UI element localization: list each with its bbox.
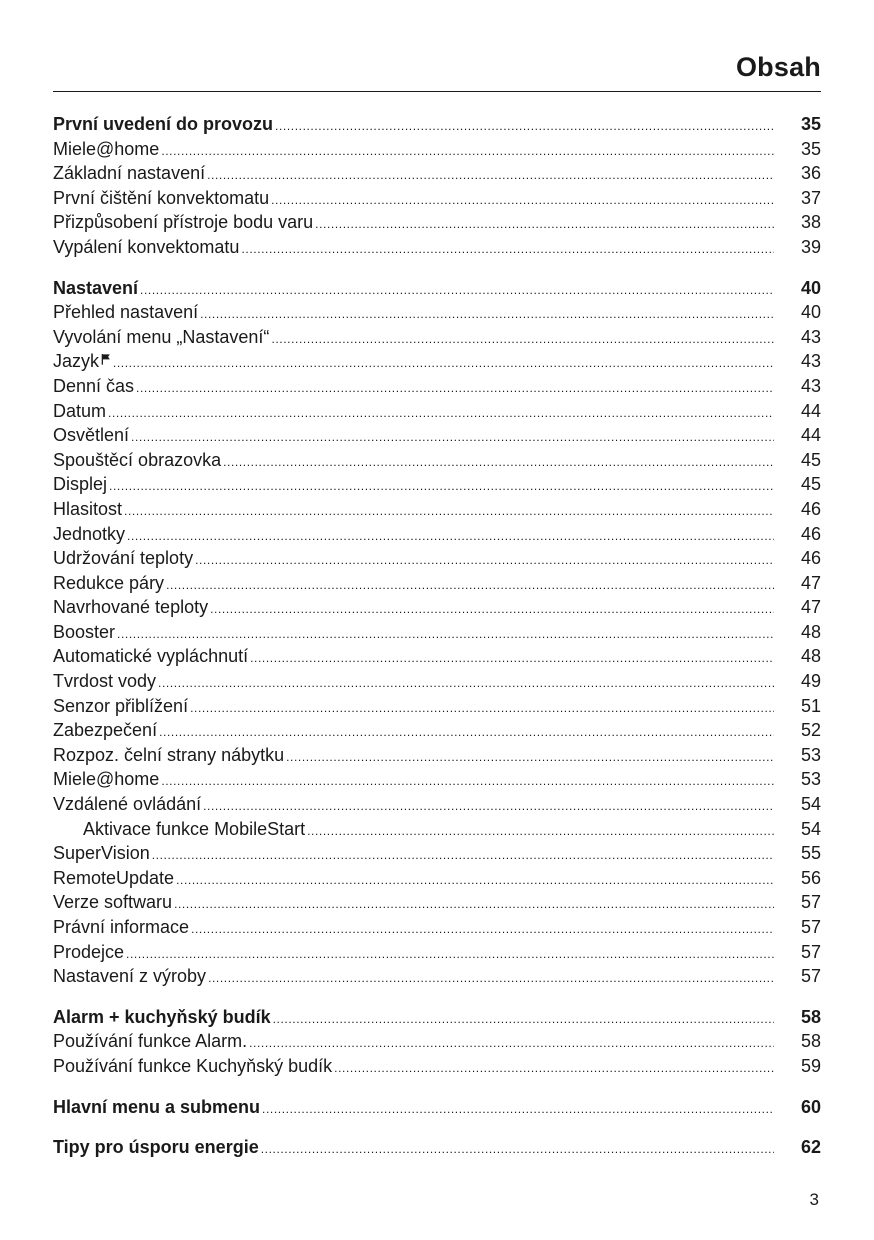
toc-entry-label: První čištění konvektomatu xyxy=(53,187,270,208)
toc-entry-page: 62 xyxy=(800,1137,821,1158)
dot-leader xyxy=(210,602,774,616)
dot-leader xyxy=(271,193,774,207)
toc-entry-page: 35 xyxy=(800,138,821,159)
toc-entry-page: 51 xyxy=(800,695,821,716)
dot-leader xyxy=(126,947,774,961)
toc-entry-page: 57 xyxy=(800,892,821,913)
flag-icon xyxy=(101,351,111,367)
toc-entry[interactable] xyxy=(53,327,821,352)
toc-entry[interactable] xyxy=(53,376,821,401)
toc-entry-page: 54 xyxy=(800,794,821,815)
toc-entry[interactable] xyxy=(53,188,821,213)
toc-entry-label: Verze softwaru xyxy=(53,892,173,913)
toc-entry-page: 47 xyxy=(800,597,821,618)
dot-leader xyxy=(334,1061,774,1075)
title-divider xyxy=(53,91,821,92)
toc-heading-entry[interactable] xyxy=(53,114,821,139)
toc-entry[interactable] xyxy=(53,794,821,819)
toc-entry[interactable] xyxy=(53,720,821,745)
toc-entry-page: 59 xyxy=(800,1055,821,1076)
toc-entry-label: Alarm + kuchyňský budík xyxy=(53,1006,271,1027)
toc-entry[interactable] xyxy=(53,942,821,967)
dot-leader xyxy=(208,971,774,985)
toc-entry[interactable] xyxy=(53,474,821,499)
toc-entry-label: Automatické vypláchnutí xyxy=(53,646,249,667)
dot-leader xyxy=(273,1012,774,1026)
toc-heading-entry[interactable] xyxy=(53,1097,821,1122)
toc-entry-label: Osvětlení xyxy=(53,425,130,446)
toc-entry-page: 37 xyxy=(800,187,821,208)
toc-entry[interactable] xyxy=(53,1031,821,1056)
dot-leader xyxy=(166,578,774,592)
toc-entry-page: 36 xyxy=(800,163,821,184)
toc-entry-page: 57 xyxy=(800,941,821,962)
toc-entry[interactable] xyxy=(53,843,821,868)
toc-entry-page: 57 xyxy=(800,966,821,987)
toc-entry-label: Jazyk xyxy=(53,351,100,372)
dot-leader xyxy=(127,529,774,543)
toc-entry-label: První uvedení do provozu xyxy=(53,114,274,134)
toc-entry-page: 54 xyxy=(800,818,821,839)
toc-entry-page: 47 xyxy=(800,572,821,593)
toc-entry-page: 44 xyxy=(800,400,821,421)
toc-entry[interactable] xyxy=(53,401,821,426)
toc-entry-label: Nastavení z výroby xyxy=(53,966,207,987)
toc-entry[interactable] xyxy=(53,892,821,917)
toc-entry-page: 53 xyxy=(800,744,821,765)
toc-entry-label: Senzor přiblížení xyxy=(53,695,189,716)
toc-entry-page: 49 xyxy=(800,671,821,692)
toc-entry[interactable] xyxy=(53,696,821,721)
toc-entry-page: 46 xyxy=(800,498,821,519)
table-of-contents xyxy=(53,114,821,1162)
toc-entry-label: Právní informace xyxy=(53,917,190,937)
dot-leader xyxy=(195,553,774,567)
toc-entry[interactable] xyxy=(53,917,821,942)
toc-entry[interactable] xyxy=(53,597,821,622)
page-title: Obsah xyxy=(735,52,821,82)
dot-leader xyxy=(174,897,774,911)
toc-entry-page: 56 xyxy=(800,867,821,888)
dot-leader xyxy=(140,283,774,297)
toc-entry-label: Miele@home xyxy=(53,769,160,790)
toc-entry[interactable] xyxy=(53,139,821,164)
toc-entry[interactable] xyxy=(53,745,821,770)
toc-entry[interactable] xyxy=(53,302,821,327)
toc-entry-page: 44 xyxy=(800,425,821,446)
dot-leader xyxy=(109,479,774,493)
dot-leader xyxy=(136,381,774,395)
toc-entry-label: Jednotky xyxy=(53,523,126,544)
toc-entry-page: 58 xyxy=(800,1006,821,1027)
toc-entry[interactable] xyxy=(53,450,821,475)
toc-entry-label: Spouštěcí obrazovka xyxy=(53,449,222,470)
toc-entry[interactable] xyxy=(53,212,821,237)
dot-leader xyxy=(241,242,774,256)
dot-leader xyxy=(176,873,774,887)
toc-entry-page: 35 xyxy=(800,114,821,134)
dot-leader xyxy=(250,651,774,665)
toc-entry[interactable] xyxy=(53,646,821,671)
toc-entry-label: Udržování teploty xyxy=(53,548,194,569)
toc-entry-label: Displej xyxy=(53,474,108,495)
toc-entry-label: Vzdálené ovládání xyxy=(53,794,202,815)
toc-entry-page: 48 xyxy=(800,621,821,642)
toc-entry-label: Používání funkce Alarm. xyxy=(53,1031,248,1052)
dot-leader xyxy=(275,119,774,133)
dot-leader xyxy=(161,144,774,158)
dot-leader xyxy=(261,1142,774,1156)
toc-entry[interactable] xyxy=(53,499,821,524)
toc-entry-label: Hlavní menu a submenu xyxy=(53,1096,261,1117)
dot-leader xyxy=(203,799,774,813)
toc-entry[interactable] xyxy=(53,1056,821,1081)
toc-entry-page: 52 xyxy=(800,720,821,741)
dot-leader xyxy=(158,676,774,690)
toc-entry[interactable] xyxy=(53,966,821,991)
toc-entry-label: Zabezpečení xyxy=(53,720,158,741)
toc-entry-page: 43 xyxy=(800,326,821,347)
toc-entry-label: Tvrdost vody xyxy=(53,671,157,692)
toc-entry-page: 39 xyxy=(800,236,821,257)
toc-entry[interactable] xyxy=(53,163,821,188)
toc-entry-label: Nastavení xyxy=(53,277,139,298)
toc-entry[interactable] xyxy=(53,548,821,573)
dot-leader xyxy=(286,750,774,764)
toc-entry-label: Prodejce xyxy=(53,941,125,962)
toc-entry-label: Používání funkce Kuchyňský budík xyxy=(53,1055,333,1076)
dot-leader xyxy=(223,455,774,469)
toc-entry-label: Denní čas xyxy=(53,375,135,396)
toc-entry[interactable] xyxy=(53,524,821,549)
toc-entry-label: Hlasitost xyxy=(53,498,123,519)
dot-leader xyxy=(307,824,774,838)
dot-leader xyxy=(207,168,774,182)
toc-entry-page: 45 xyxy=(800,474,821,495)
toc-entry-page: 40 xyxy=(800,302,821,323)
toc-entry-page: 48 xyxy=(800,646,821,667)
dot-leader xyxy=(152,848,774,862)
dot-leader xyxy=(249,1036,774,1050)
dot-leader xyxy=(161,774,774,788)
dot-leader xyxy=(191,922,774,936)
toc-entry-page: 45 xyxy=(800,449,821,470)
toc-entry-label: Vyvolání menu „Nastavení“ xyxy=(53,326,270,347)
dot-leader xyxy=(131,430,774,444)
toc-entry-label: Rozpoz. čelní strany nábytku xyxy=(53,744,285,765)
toc-entry-label: Datum xyxy=(53,400,107,421)
toc-entry-page: 43 xyxy=(800,375,821,396)
dot-leader xyxy=(271,332,774,346)
toc-entry-label: Redukce páry xyxy=(53,572,165,593)
toc-entry[interactable] xyxy=(53,425,821,450)
toc-entry[interactable] xyxy=(53,622,821,647)
toc-entry-label: Vypálení konvektomatu xyxy=(53,236,240,257)
toc-entry[interactable] xyxy=(53,237,821,262)
toc-entry-label: Booster xyxy=(53,621,116,642)
toc-entry[interactable] xyxy=(53,769,821,794)
toc-entry-page: 60 xyxy=(800,1096,821,1117)
toc-entry-label: Miele@home xyxy=(53,138,160,159)
toc-heading-entry[interactable] xyxy=(53,1137,821,1162)
toc-entry-label: Základní nastavení xyxy=(53,163,206,184)
toc-entry-page: 40 xyxy=(800,277,821,298)
toc-entry-label: Tipy pro úsporu energie xyxy=(53,1137,259,1158)
toc-entry-label: SuperVision xyxy=(53,843,150,864)
toc-subentry[interactable] xyxy=(53,819,821,844)
toc-entry-page: 57 xyxy=(800,917,821,937)
toc-entry-label: Přizpůsobení přístroje bodu varu xyxy=(53,212,314,233)
dot-leader xyxy=(159,725,774,739)
dot-leader xyxy=(262,1102,774,1116)
toc-entry[interactable] xyxy=(53,868,821,893)
toc-entry-page: 55 xyxy=(800,843,821,864)
toc-heading-entry[interactable] xyxy=(53,278,821,303)
dot-leader xyxy=(190,701,774,715)
toc-entry[interactable] xyxy=(53,573,821,598)
dot-leader xyxy=(315,217,774,231)
dot-leader xyxy=(108,406,774,420)
toc-entry-page: 53 xyxy=(800,769,821,790)
toc-entry-label: Aktivace funkce MobileStart xyxy=(83,818,306,839)
dot-leader xyxy=(124,504,774,518)
toc-entry-page: 46 xyxy=(800,523,821,544)
dot-leader xyxy=(200,307,774,321)
toc-entry-page: 38 xyxy=(800,212,821,233)
toc-heading-entry[interactable] xyxy=(53,1007,821,1032)
toc-entry[interactable] xyxy=(53,351,821,376)
toc-entry[interactable] xyxy=(53,671,821,696)
toc-entry-label: RemoteUpdate xyxy=(53,867,175,888)
toc-entry-page: 58 xyxy=(800,1031,821,1052)
toc-entry-page: 43 xyxy=(800,351,821,372)
toc-entry-label: Navrhované teploty xyxy=(53,597,209,618)
page-number: 3 xyxy=(809,1190,819,1209)
dot-leader xyxy=(117,627,774,641)
toc-entry-label: Přehled nastavení xyxy=(53,302,199,323)
toc-entry-page: 46 xyxy=(800,548,821,569)
dot-leader xyxy=(113,356,774,370)
